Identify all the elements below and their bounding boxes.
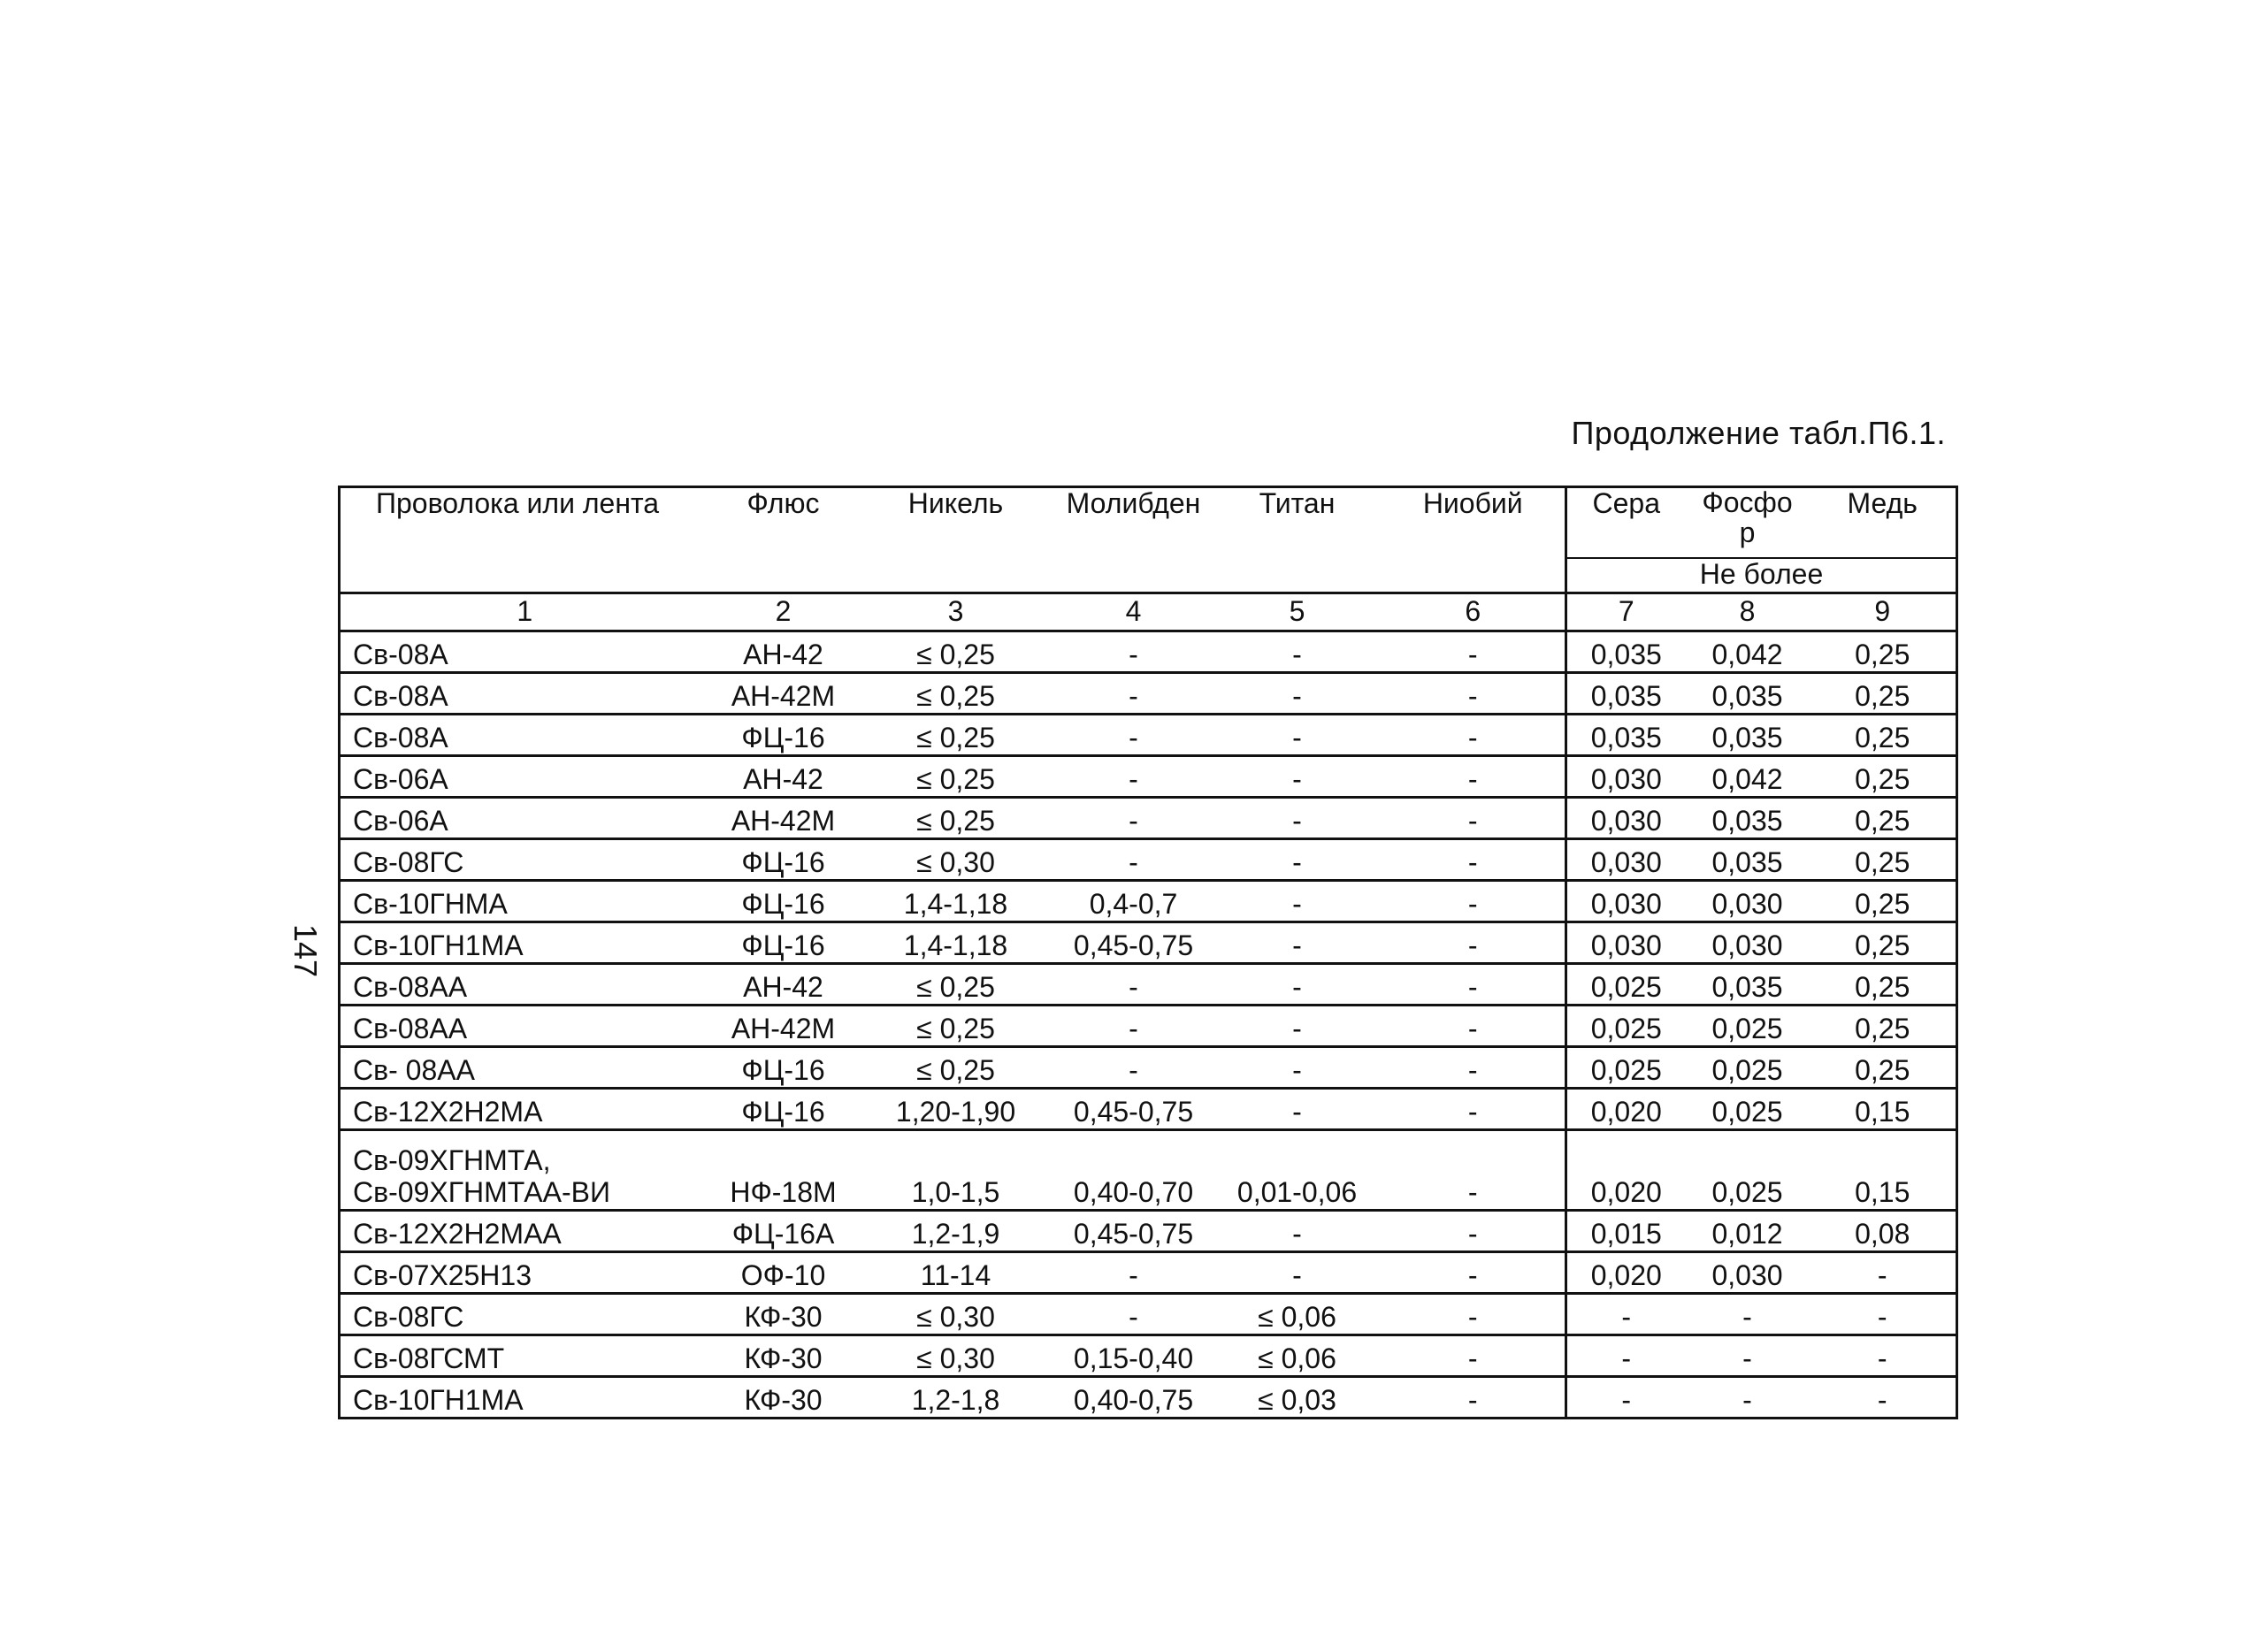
cell-copper: - <box>1810 1377 1957 1419</box>
cell-nickel: ≤ 0,30 <box>858 1335 1054 1377</box>
cell-copper: 0,25 <box>1810 1006 1957 1047</box>
cell-flux: ОФ-10 <box>709 1252 858 1294</box>
cell-molybdenum: - <box>1054 964 1213 1006</box>
cell-wire: Св-07Х25Н13 <box>340 1252 709 1294</box>
column-number: 1 <box>340 593 709 631</box>
cell-molybdenum: - <box>1054 715 1213 756</box>
cell-nickel: ≤ 0,25 <box>858 673 1054 715</box>
cell-phosphorus: 0,035 <box>1686 715 1810 756</box>
cell-copper: 0,25 <box>1810 756 1957 798</box>
cell-titanium: - <box>1213 673 1382 715</box>
cell-nickel: ≤ 0,25 <box>858 756 1054 798</box>
header-phosphorus: Фосфо р <box>1686 487 1810 558</box>
cell-copper: - <box>1810 1294 1957 1335</box>
cell-titanium: - <box>1213 756 1382 798</box>
cell-wire: Св-12Х2Н2МА <box>340 1089 709 1130</box>
cell-wire: Св-09ХГНМТА, Св-09ХГНМТАА-ВИ <box>340 1130 709 1211</box>
column-number: 7 <box>1566 593 1686 631</box>
cell-wire: Св-10ГНМА <box>340 881 709 922</box>
cell-phosphorus: 0,012 <box>1686 1211 1810 1252</box>
cell-molybdenum: - <box>1054 1006 1213 1047</box>
table-row <box>340 1335 1957 1377</box>
cell-copper: - <box>1810 1335 1957 1377</box>
cell-copper: 0,25 <box>1810 922 1957 964</box>
cell-molybdenum: - <box>1054 673 1213 715</box>
table-row <box>340 798 1957 839</box>
cell-titanium: - <box>1213 964 1382 1006</box>
cell-titanium: - <box>1213 1089 1382 1130</box>
table-row <box>340 1294 1957 1335</box>
cell-nickel: 1,4-1,18 <box>858 881 1054 922</box>
cell-sulfur: - <box>1566 1335 1686 1377</box>
table-row <box>340 1252 1957 1294</box>
cell-phosphorus: 0,042 <box>1686 756 1810 798</box>
cell-wire: Св-06А <box>340 756 709 798</box>
cell-titanium: - <box>1213 1006 1382 1047</box>
cell-phosphorus: 0,025 <box>1686 1047 1810 1089</box>
cell-wire: Св- 08АА <box>340 1047 709 1089</box>
table-row <box>340 839 1957 881</box>
table-row <box>340 1006 1957 1047</box>
cell-phosphorus: 0,035 <box>1686 798 1810 839</box>
cell-sulfur: 0,030 <box>1566 839 1686 881</box>
header-titanium: Титан <box>1213 487 1382 593</box>
cell-flux: КФ-30 <box>709 1377 858 1419</box>
cell-wire: Св-08АА <box>340 964 709 1006</box>
cell-flux: АН-42М <box>709 673 858 715</box>
header-nickel: Никель <box>858 487 1054 593</box>
cell-flux: АН-42 <box>709 631 858 673</box>
cell-copper: 0,25 <box>1810 839 1957 881</box>
cell-niobium: - <box>1382 1294 1566 1335</box>
cell-niobium: - <box>1382 1211 1566 1252</box>
cell-phosphorus: - <box>1686 1377 1810 1419</box>
cell-nickel: ≤ 0,25 <box>858 798 1054 839</box>
cell-titanium: - <box>1213 631 1382 673</box>
table-row <box>340 631 1957 673</box>
column-number: 2 <box>709 593 858 631</box>
column-number: 8 <box>1686 593 1810 631</box>
page-number: 147 <box>287 923 324 978</box>
cell-titanium: ≤ 0,03 <box>1213 1377 1382 1419</box>
cell-niobium: - <box>1382 756 1566 798</box>
cell-copper: 0,25 <box>1810 631 1957 673</box>
cell-nickel: ≤ 0,25 <box>858 1047 1054 1089</box>
cell-phosphorus: 0,025 <box>1686 1130 1810 1211</box>
header-molybdenum: Молибден <box>1054 487 1213 593</box>
cell-nickel: 1,0-1,5 <box>858 1130 1054 1211</box>
cell-copper: 0,15 <box>1810 1130 1957 1211</box>
cell-phosphorus: - <box>1686 1294 1810 1335</box>
cell-sulfur: 0,020 <box>1566 1130 1686 1211</box>
cell-molybdenum: - <box>1054 1294 1213 1335</box>
cell-copper: - <box>1810 1252 1957 1294</box>
table-row <box>340 1089 1957 1130</box>
header-wire: Проволока или лента <box>340 487 709 593</box>
cell-niobium: - <box>1382 1335 1566 1377</box>
table-row <box>340 673 1957 715</box>
column-number: 5 <box>1213 593 1382 631</box>
cell-sulfur: 0,025 <box>1566 964 1686 1006</box>
cell-molybdenum: - <box>1054 756 1213 798</box>
cell-titanium: - <box>1213 922 1382 964</box>
cell-titanium: - <box>1213 798 1382 839</box>
cell-sulfur: 0,025 <box>1566 1006 1686 1047</box>
cell-phosphorus: 0,030 <box>1686 881 1810 922</box>
cell-phosphorus: - <box>1686 1335 1810 1377</box>
cell-molybdenum: 0,40-0,70 <box>1054 1130 1213 1211</box>
cell-phosphorus: 0,025 <box>1686 1089 1810 1130</box>
cell-nickel: ≤ 0,25 <box>858 1006 1054 1047</box>
cell-copper: 0,25 <box>1810 798 1957 839</box>
table-row <box>340 1047 1957 1089</box>
cell-sulfur: - <box>1566 1377 1686 1419</box>
cell-molybdenum: - <box>1054 839 1213 881</box>
header-sulfur: Сера <box>1566 487 1686 558</box>
column-number: 4 <box>1054 593 1213 631</box>
cell-flux: КФ-30 <box>709 1335 858 1377</box>
cell-wire: Св-12Х2Н2МАА <box>340 1211 709 1252</box>
cell-niobium: - <box>1382 798 1566 839</box>
cell-niobium: - <box>1382 922 1566 964</box>
cell-copper: 0,25 <box>1810 1047 1957 1089</box>
cell-nickel: ≤ 0,25 <box>858 964 1054 1006</box>
cell-copper: 0,25 <box>1810 881 1957 922</box>
cell-flux: ФЦ-16 <box>709 715 858 756</box>
cell-titanium: - <box>1213 1047 1382 1089</box>
cell-phosphorus: 0,042 <box>1686 631 1810 673</box>
cell-niobium: - <box>1382 673 1566 715</box>
cell-molybdenum: 0,45-0,75 <box>1054 1211 1213 1252</box>
cell-sulfur: 0,020 <box>1566 1089 1686 1130</box>
header-copper: Медь <box>1810 487 1957 558</box>
cell-sulfur: 0,030 <box>1566 798 1686 839</box>
cell-copper: 0,25 <box>1810 964 1957 1006</box>
cell-molybdenum: - <box>1054 1047 1213 1089</box>
cell-wire: Св-10ГН1МА <box>340 1377 709 1419</box>
cell-niobium: - <box>1382 1006 1566 1047</box>
cell-flux: АН-42 <box>709 964 858 1006</box>
cell-niobium: - <box>1382 839 1566 881</box>
cell-phosphorus: 0,025 <box>1686 1006 1810 1047</box>
cell-sulfur: 0,030 <box>1566 756 1686 798</box>
cell-wire: Св-08ГС <box>340 1294 709 1335</box>
column-number: 3 <box>858 593 1054 631</box>
cell-sulfur: 0,015 <box>1566 1211 1686 1252</box>
table-body <box>340 631 1957 1419</box>
cell-nickel: 1,2-1,9 <box>858 1211 1054 1252</box>
cell-nickel: 11-14 <box>858 1252 1054 1294</box>
cell-sulfur: 0,020 <box>1566 1252 1686 1294</box>
cell-molybdenum: 0,45-0,75 <box>1054 1089 1213 1130</box>
cell-niobium: - <box>1382 881 1566 922</box>
cell-flux: НФ-18М <box>709 1130 858 1211</box>
cell-flux: ФЦ-16 <box>709 1089 858 1130</box>
cell-niobium: - <box>1382 1252 1566 1294</box>
cell-flux: ФЦ-16А <box>709 1211 858 1252</box>
cell-wire: Св-08А <box>340 631 709 673</box>
cell-flux: АН-42М <box>709 1006 858 1047</box>
table-row <box>340 1130 1957 1211</box>
table-row <box>340 1211 1957 1252</box>
column-number: 6 <box>1382 593 1566 631</box>
cell-flux: ФЦ-16 <box>709 881 858 922</box>
cell-wire: Св-08ГС <box>340 839 709 881</box>
cell-wire: Св-10ГН1МА <box>340 922 709 964</box>
table-caption: Продолжение табл.П6.1. <box>1571 415 1946 451</box>
cell-niobium: - <box>1382 1377 1566 1419</box>
cell-nickel: 1,2-1,8 <box>858 1377 1054 1419</box>
cell-molybdenum: - <box>1054 798 1213 839</box>
cell-flux: АН-42М <box>709 798 858 839</box>
cell-flux: АН-42 <box>709 756 858 798</box>
cell-wire: Св-06А <box>340 798 709 839</box>
table-row <box>340 715 1957 756</box>
cell-titanium: - <box>1213 715 1382 756</box>
cell-sulfur: 0,035 <box>1566 631 1686 673</box>
cell-copper: 0,25 <box>1810 715 1957 756</box>
cell-niobium: - <box>1382 1089 1566 1130</box>
cell-flux: ФЦ-16 <box>709 922 858 964</box>
cell-nickel: ≤ 0,30 <box>858 1294 1054 1335</box>
cell-molybdenum: 0,40-0,75 <box>1054 1377 1213 1419</box>
cell-flux: КФ-30 <box>709 1294 858 1335</box>
table-row <box>340 964 1957 1006</box>
column-number: 9 <box>1810 593 1957 631</box>
cell-molybdenum: 0,15-0,40 <box>1054 1335 1213 1377</box>
table-row <box>340 881 1957 922</box>
cell-wire: Св-08ГСМТ <box>340 1335 709 1377</box>
cell-titanium: - <box>1213 839 1382 881</box>
cell-molybdenum: 0,45-0,75 <box>1054 922 1213 964</box>
cell-molybdenum: - <box>1054 1252 1213 1294</box>
cell-phosphorus: 0,030 <box>1686 1252 1810 1294</box>
cell-niobium: - <box>1382 1047 1566 1089</box>
header-flux: Флюс <box>709 487 858 593</box>
cell-titanium: - <box>1213 1211 1382 1252</box>
header-row <box>340 487 1957 558</box>
cell-sulfur: 0,035 <box>1566 715 1686 756</box>
cell-molybdenum: - <box>1054 631 1213 673</box>
table-row <box>340 756 1957 798</box>
cell-sulfur: 0,030 <box>1566 881 1686 922</box>
table-row <box>340 1377 1957 1419</box>
cell-phosphorus: 0,035 <box>1686 673 1810 715</box>
cell-sulfur: - <box>1566 1294 1686 1335</box>
cell-sulfur: 0,030 <box>1566 922 1686 964</box>
cell-copper: 0,15 <box>1810 1089 1957 1130</box>
cell-phosphorus: 0,035 <box>1686 964 1810 1006</box>
cell-niobium: - <box>1382 964 1566 1006</box>
cell-niobium: - <box>1382 631 1566 673</box>
cell-copper: 0,08 <box>1810 1211 1957 1252</box>
cell-niobium: - <box>1382 715 1566 756</box>
cell-nickel: 1,20-1,90 <box>858 1089 1054 1130</box>
cell-titanium: - <box>1213 881 1382 922</box>
cell-phosphorus: 0,035 <box>1686 839 1810 881</box>
cell-copper: 0,25 <box>1810 673 1957 715</box>
composition-table <box>338 486 1958 1419</box>
column-number-row <box>340 593 1957 631</box>
cell-sulfur: 0,035 <box>1566 673 1686 715</box>
cell-phosphorus: 0,030 <box>1686 922 1810 964</box>
cell-titanium: ≤ 0,06 <box>1213 1294 1382 1335</box>
cell-nickel: ≤ 0,25 <box>858 715 1054 756</box>
cell-nickel: 1,4-1,18 <box>858 922 1054 964</box>
cell-titanium: ≤ 0,06 <box>1213 1335 1382 1377</box>
cell-flux: ФЦ-16 <box>709 1047 858 1089</box>
header-not-more: Не более <box>1566 558 1957 593</box>
cell-nickel: ≤ 0,25 <box>858 631 1054 673</box>
cell-nickel: ≤ 0,30 <box>858 839 1054 881</box>
header-niobium: Ниобий <box>1382 487 1566 593</box>
cell-titanium: - <box>1213 1252 1382 1294</box>
cell-sulfur: 0,025 <box>1566 1047 1686 1089</box>
cell-titanium: 0,01-0,06 <box>1213 1130 1382 1211</box>
table-row <box>340 922 1957 964</box>
cell-molybdenum: 0,4-0,7 <box>1054 881 1213 922</box>
cell-wire: Св-08А <box>340 715 709 756</box>
cell-niobium: - <box>1382 1130 1566 1211</box>
cell-flux: ФЦ-16 <box>709 839 858 881</box>
cell-wire: Св-08АА <box>340 1006 709 1047</box>
cell-wire: Св-08А <box>340 673 709 715</box>
